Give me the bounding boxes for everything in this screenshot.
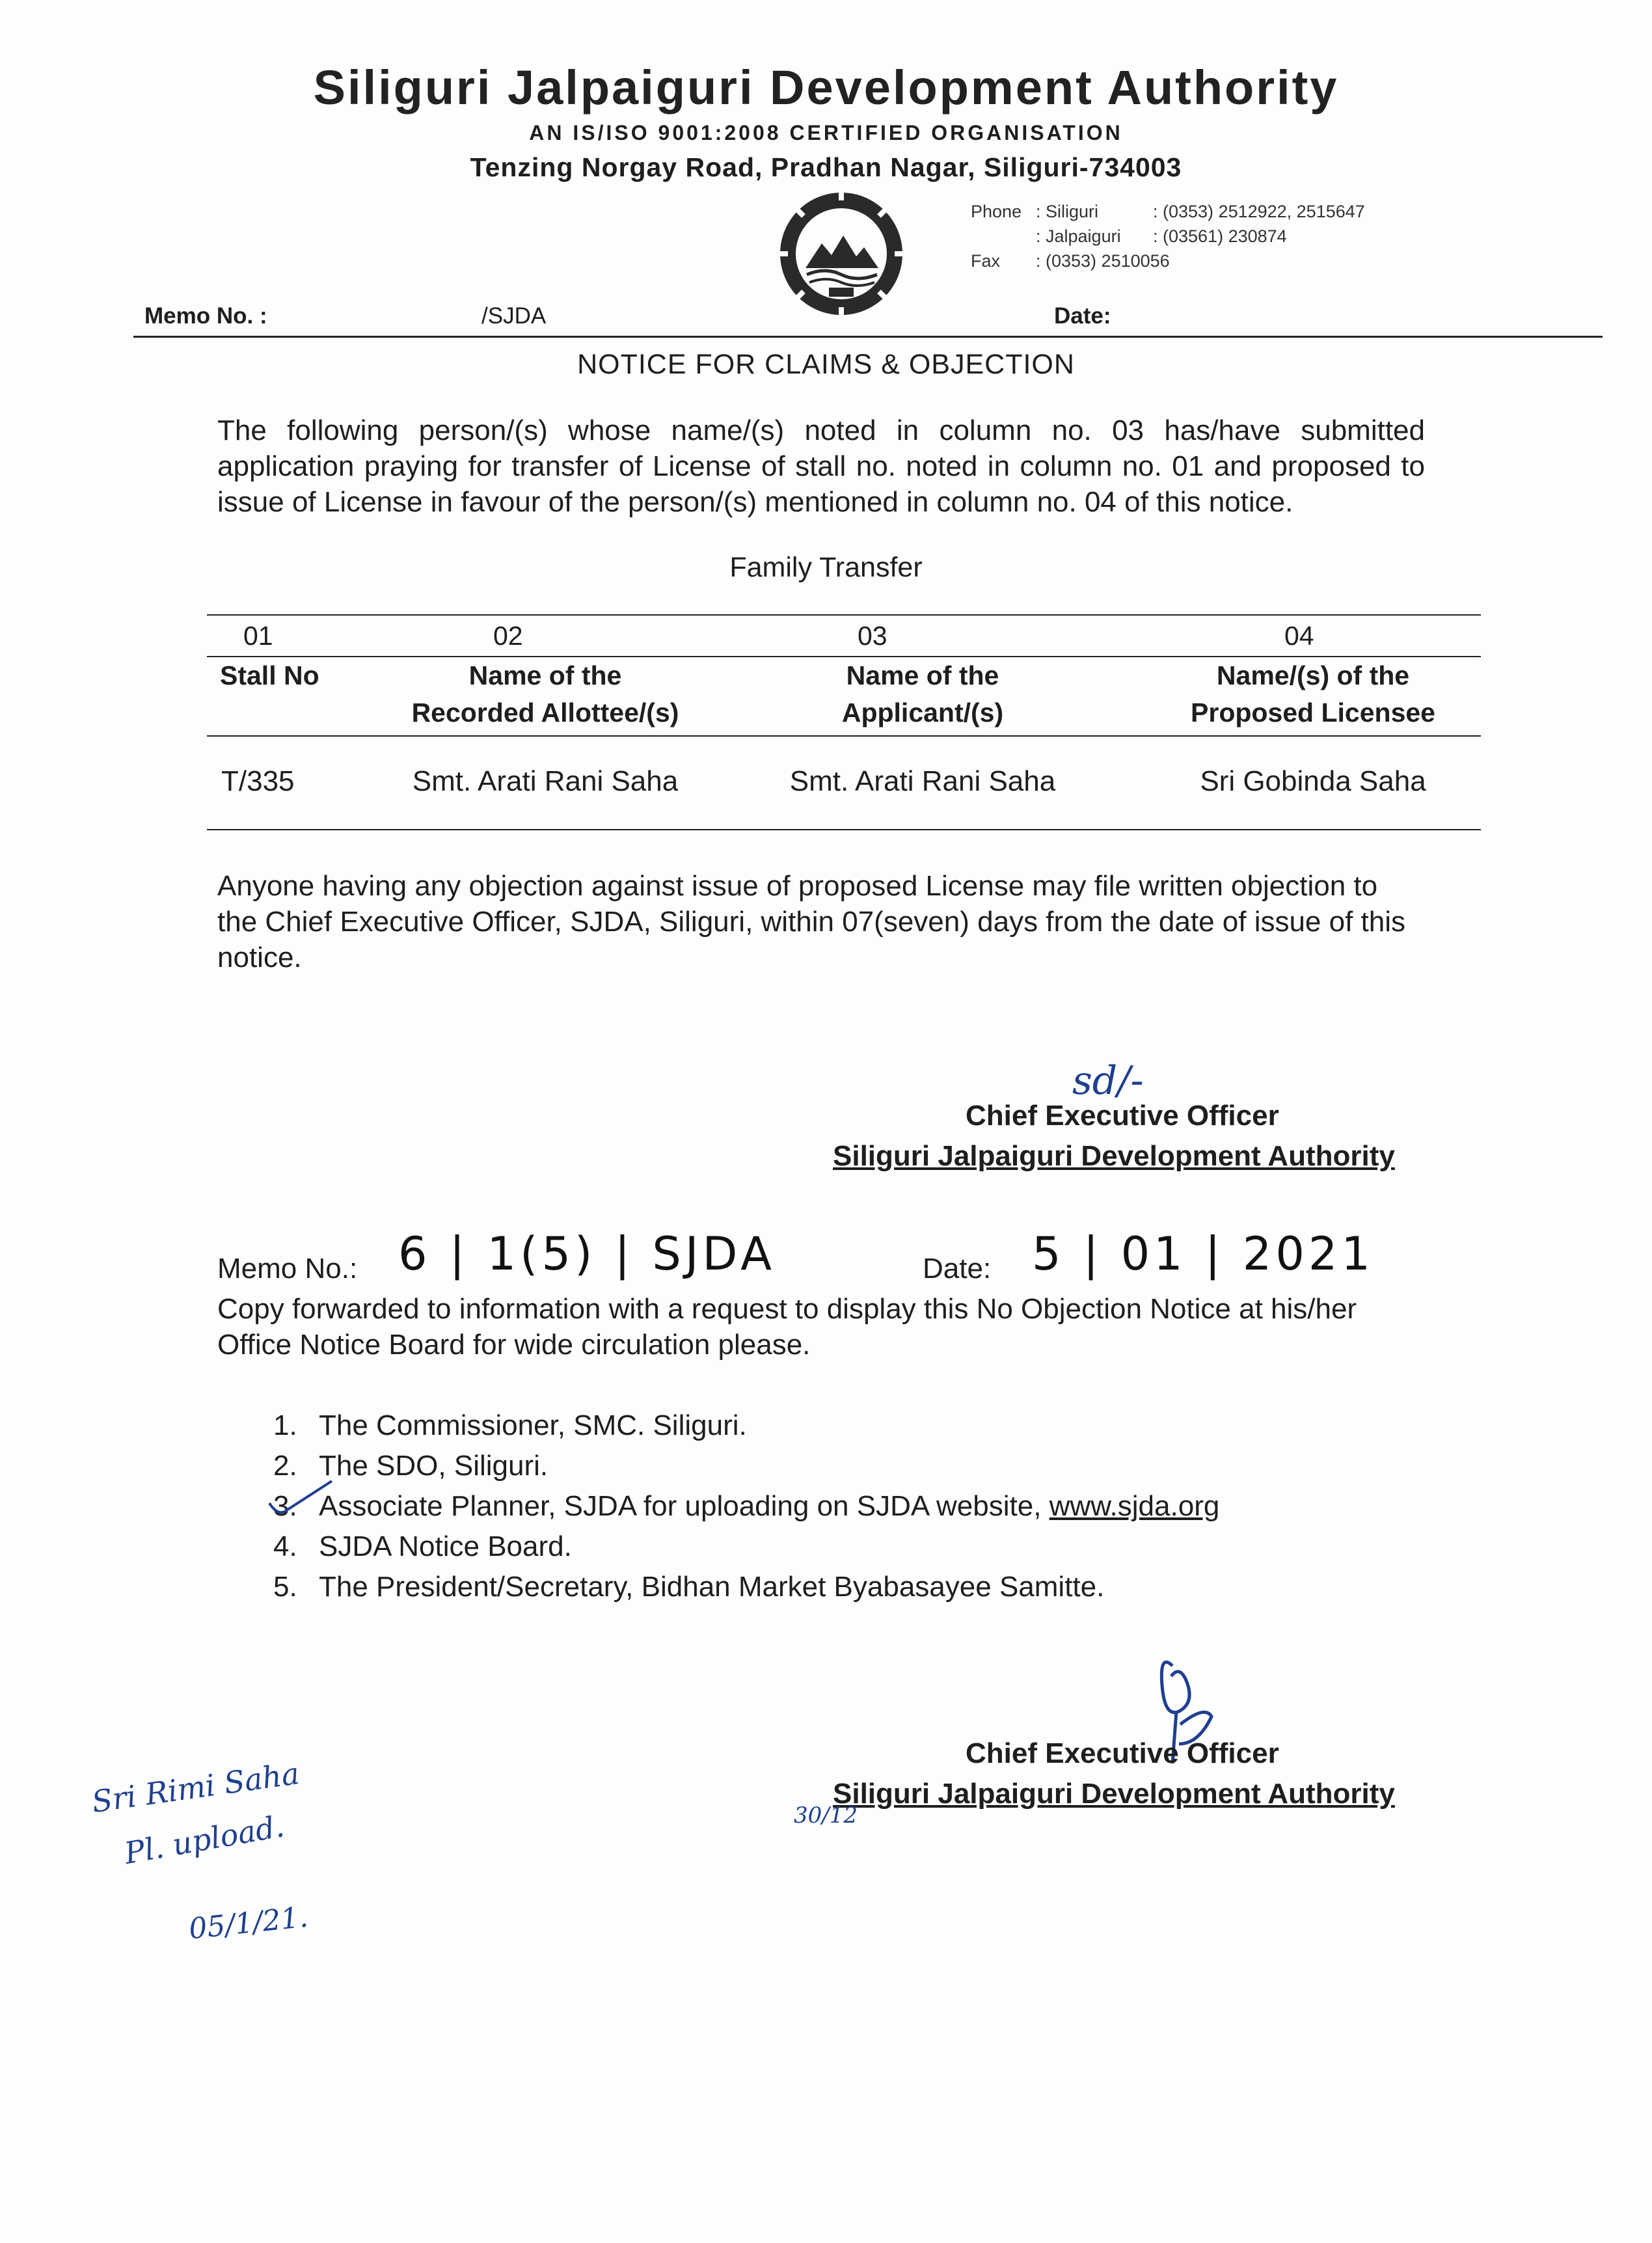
ceo-title-2: Chief Executive Officer	[966, 1737, 1279, 1769]
col-number-03: 03	[858, 621, 887, 651]
header-proposed-licensee-line1: Name/(s) of the	[1216, 660, 1410, 690]
forward-memo-label: Memo No.:	[217, 1253, 358, 1285]
margin-note-line3: 05/1/21.	[187, 1900, 310, 1946]
list-item	[273, 1409, 747, 1442]
col-number-02: 02	[493, 621, 523, 651]
header-applicant-line1: Name of the	[846, 660, 999, 690]
memo-suffix: /SJDA	[481, 303, 547, 329]
forward-memo-handwritten: 6 | 1(5) | SJDA	[398, 1227, 776, 1281]
header-stall-no-line1: Stall No	[220, 660, 319, 690]
sjda-emblem-logo	[766, 190, 916, 320]
phone-jalpaiguri-number: : (03561) 230874	[1153, 226, 1287, 246]
cell-stall-no: T/335	[221, 765, 295, 797]
notice-intro-paragraph: The following person/(s) whose name/(s) noted in column no. 03 has/have submitted application praying for transfer of License of stall no. noted in column no. 01 and proposed to issue of License in favour of the person/(s) mentioned in column no. 04 of this notice.	[217, 415, 1425, 518]
forward-paragraph: Copy forwarded to information with a request to display this No Objection Notice at his/her Office Notice Board for wide circulation please.	[217, 1293, 1357, 1361]
header-applicant-line2: Applicant/(s)	[841, 698, 1004, 727]
sd-initials-handwritten: sd/-	[1072, 1058, 1144, 1104]
list-item-text: The Commissioner, SMC. Siliguri.	[319, 1409, 747, 1441]
table-header-rule	[207, 735, 1481, 737]
notice-title: NOTICE FOR CLAIMS & OBJECTION	[577, 349, 1075, 380]
list-item-text: The SDO, Siliguri.	[319, 1450, 548, 1482]
list-item-number: 3.	[273, 1490, 297, 1522]
margin-note-line1: Sri Rimi Saha	[89, 1755, 302, 1820]
list-item-text: SJDA Notice Board.	[319, 1530, 572, 1562]
org-address: Tenzing Norgay Road, Pradhan Nagar, Siliguri-734003	[470, 152, 1182, 182]
margin-note-line2: Pl. upload.	[122, 1808, 287, 1871]
family-transfer-subtitle: Family Transfer	[729, 552, 923, 583]
ceo-org-2: Siliguri Jalpaiguri Development Authority	[833, 1778, 1395, 1810]
objection-paragraph: Anyone having any objection against issue of proposed License may file written objection to the Chief Executive Officer, SJDA, Siliguri, within 07(seven) days from the date of issue of this notice.	[217, 870, 1406, 973]
phone-jalpaiguri-label: : Jalpaiguri	[1036, 226, 1121, 246]
table-top-rule	[207, 614, 1481, 616]
contact-block	[971, 199, 1426, 273]
list-item-number: 5.	[273, 1571, 297, 1603]
list-item-number: 1.	[273, 1409, 297, 1441]
phone-siliguri-label: : Siliguri	[1036, 202, 1099, 221]
fax-label: Fax	[971, 251, 1001, 271]
col-number-01: 01	[243, 621, 273, 651]
fax-number: : (0353) 2510056	[1036, 251, 1170, 271]
ceo-org-1: Siliguri Jalpaiguri Development Authority	[833, 1140, 1395, 1172]
cell-applicant: Smt. Arati Rani Saha	[789, 765, 1056, 797]
list-item-text	[319, 1490, 1219, 1523]
header-divider	[133, 336, 1603, 338]
header-recorded-allottee-line1: Name of the	[468, 660, 622, 690]
certification-line: AN IS/ISO 9001:2008 CERTIFIED ORGANISATION	[529, 121, 1123, 144]
header-recorded-allottee	[363, 657, 727, 731]
header-proposed-licensee-line2: Proposed Licensee	[1191, 698, 1435, 727]
memo-label: Memo No. :	[144, 303, 267, 329]
forward-date-label: Date:	[923, 1253, 992, 1285]
sjda-website-link[interactable]: www.sjda.org	[1049, 1490, 1220, 1522]
phone-label: Phone	[971, 202, 1022, 221]
phone-siliguri-number: : (0353) 2512922, 2515647	[1153, 202, 1365, 221]
col-number-04: 04	[1284, 621, 1314, 651]
list-item	[273, 1530, 572, 1563]
tick-mark-handwritten	[264, 1477, 336, 1526]
forward-date-handwritten: 5 | 01 | 2021	[1032, 1227, 1374, 1281]
receipt-mark-handwritten: 30/12	[794, 1802, 858, 1828]
cell-proposed-licensee: Sri Gobinda Saha	[1200, 765, 1426, 797]
cell-recorded-allottee: Smt. Arati Rani Saha	[412, 765, 679, 797]
list-item-text: The President/Secretary, Bidhan Market Byabasayee Samitte.	[319, 1571, 1105, 1603]
header-recorded-allottee-line2: Recorded Allottee/(s)	[411, 698, 679, 727]
ceo-title-1: Chief Executive Officer	[966, 1100, 1279, 1132]
date-label: Date:	[1054, 303, 1111, 329]
org-name-heading: Siliguri Jalpaiguri Development Authority	[313, 61, 1339, 115]
list-item	[273, 1571, 1105, 1603]
list-item-text-main: Associate Planner, SJDA for uploading on SJDA website,	[319, 1490, 1049, 1522]
header-proposed-licensee	[1144, 657, 1482, 731]
list-item-number: 2.	[273, 1450, 297, 1482]
table-bottom-rule	[207, 829, 1481, 830]
header-applicant	[740, 657, 1105, 731]
header-stall-no	[207, 657, 350, 694]
stall-transfer-table	[207, 614, 1481, 849]
list-item-number: 4.	[273, 1530, 297, 1562]
